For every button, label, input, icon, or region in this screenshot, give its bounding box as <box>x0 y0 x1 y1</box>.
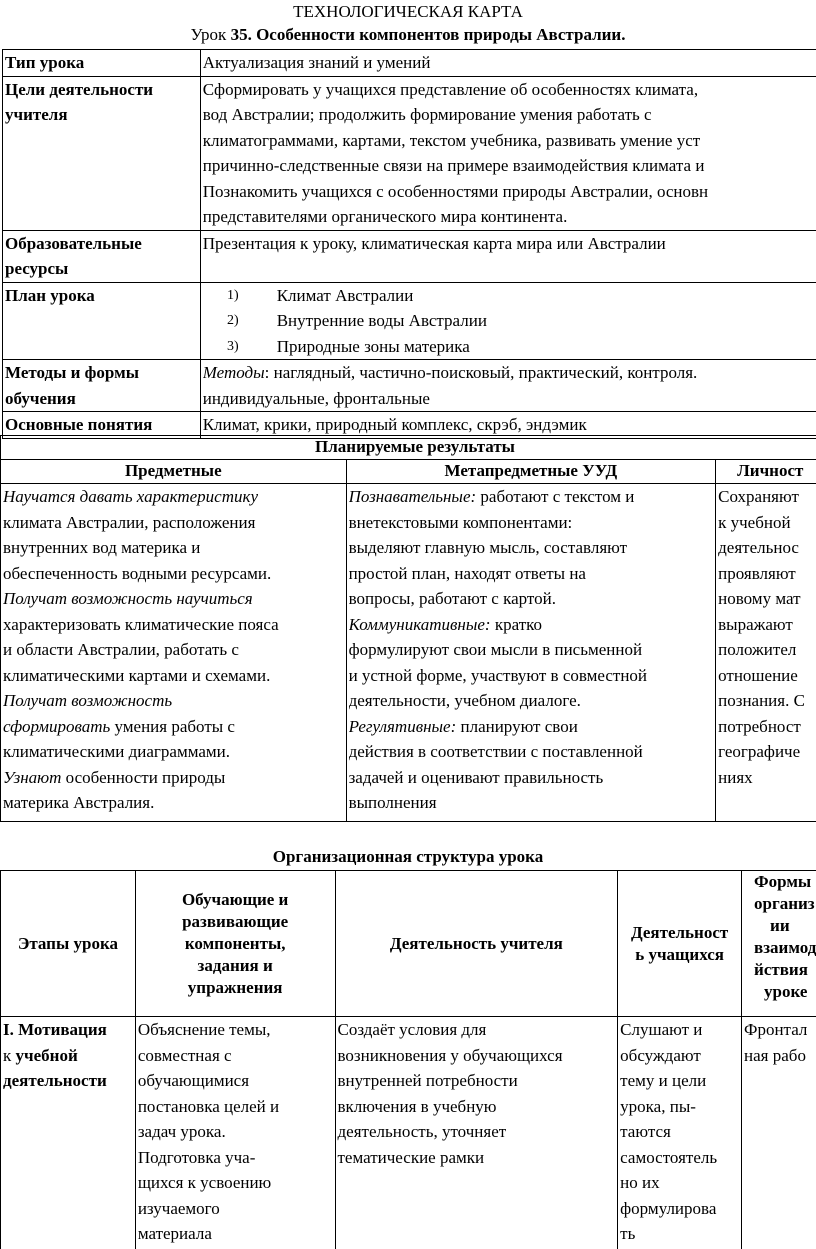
text-line: обеспеченность водными ресурсами. <box>3 563 272 583</box>
text-line: Фронтал <box>744 1020 808 1039</box>
text-line: тематические рамки <box>337 1147 485 1167</box>
text-line: обсуждают <box>620 1045 701 1065</box>
teacher-motivation <box>335 1017 618 1249</box>
goals-line: представителями органического мира континента. <box>202 207 568 226</box>
type-label: Тип урока <box>3 50 201 77</box>
text-line: характеризовать климатические пояса <box>3 614 279 634</box>
text-line: Объяснение темы, <box>137 1020 271 1039</box>
stage-motivation <box>1 1017 136 1249</box>
text-line: деятельность, уточняет <box>337 1122 507 1141</box>
text-line: сформировать умения работы с <box>3 716 235 736</box>
goals-label: Цели деятельности учителя <box>3 76 201 230</box>
forms-motivation <box>742 1017 816 1249</box>
text-line: к учебной <box>718 512 791 532</box>
text-line: Подготовка уча- <box>137 1147 256 1167</box>
text-line: и области Австралии, работать с <box>3 640 239 659</box>
text-line: совместная с <box>137 1045 232 1065</box>
plan-item: 3) Природные зоны материка <box>227 336 470 356</box>
text-line: материка Австралия. <box>3 793 155 812</box>
subject-results <box>1 484 347 822</box>
text-line: отношение <box>718 665 798 685</box>
text-line: Сохраняют <box>718 487 799 506</box>
text-line: ниях <box>718 767 753 787</box>
personal-results <box>716 484 816 822</box>
text-line: климата Австралии, расположения <box>3 512 256 532</box>
text-line: климатическими диаграммами. <box>3 742 231 761</box>
resources-value: Презентация к уроку, климатическая карта мира или Австралии <box>200 230 816 282</box>
text-line: материала <box>137 1224 212 1243</box>
text-line: но их <box>620 1173 660 1192</box>
text-line: выражают <box>718 614 793 634</box>
text-line: внутренних вод материка и <box>3 538 201 557</box>
text-line: Создаёт условия для <box>337 1020 487 1039</box>
text-line: к учебной <box>3 1045 78 1065</box>
text-line: климатическими картами и схемами. <box>3 665 271 685</box>
text-line: деятельности <box>3 1071 107 1090</box>
text-line: Коммуникативные: кратко <box>348 614 543 634</box>
text-line: проявляют <box>718 563 796 583</box>
text-line: формулирова <box>620 1198 717 1218</box>
methods-label: Методы и формы обучения <box>3 360 201 412</box>
text-line: деятельнос <box>718 538 799 557</box>
text-line: возникновения у обучающихся <box>337 1045 563 1065</box>
results-table <box>0 435 816 822</box>
document-title: ТЕХНОЛОГИЧЕСКАЯ КАРТА <box>293 2 523 21</box>
goals-line: вод Австралии; продолжить формирование умения работать с <box>202 105 652 124</box>
concepts-value: Климат, крики, природный комплекс, скрэб, эндэмик <box>200 412 816 439</box>
text-line: включения в учебную <box>337 1096 497 1116</box>
text-line: Получат возможность научиться <box>3 589 253 608</box>
text-line: выделяют главную мысль, составляют <box>348 538 628 557</box>
text-line: положител <box>718 640 797 659</box>
text-line: Узнают особенности природы <box>3 767 226 787</box>
text-line: и устной форме, участвуют в совместной <box>348 665 648 685</box>
text-line: простой план, находят ответы на <box>348 563 586 583</box>
text-line: действия в соответствии с поставленной <box>348 742 643 761</box>
text-line: внутренней потребности <box>337 1071 518 1090</box>
header-components: Обучающие и развивающие компоненты, задания и упражнения <box>135 871 335 1017</box>
resources-label: Образовательные ресурсы <box>3 230 201 282</box>
text-line: Регулятивные: планируют свои <box>348 716 578 736</box>
text-line: географиче <box>718 742 801 761</box>
text-line: Получат возможность <box>3 691 173 710</box>
plan-item: 2) Внутренние воды Австралии <box>227 311 487 330</box>
text-line: тему и цели <box>620 1071 707 1090</box>
text-line: ная рабо <box>744 1045 806 1065</box>
plan-item: 1) Климат Австралии <box>227 285 414 305</box>
text-line: выполнения <box>348 793 437 812</box>
goals-line: климатограммами, картами, текстом учебника, развивать умение уст <box>202 130 701 150</box>
goals-value <box>200 76 816 230</box>
col-personal: Личност <box>716 460 816 484</box>
text-line: вопросы, работают с картой. <box>348 589 556 608</box>
col-subject: Предметные <box>1 460 347 484</box>
text-line: новому мат <box>718 589 801 608</box>
lesson-title <box>0 24 816 46</box>
header-stages: Этапы урока <box>1 871 136 1017</box>
students-motivation <box>618 1017 742 1249</box>
text-line: Слушают и <box>620 1020 703 1039</box>
lesson-name: 35. Особенности компонентов природы Австралии. <box>230 25 626 44</box>
text-line: потребност <box>718 716 801 736</box>
text-line: Познавательные: работают с текстом и <box>348 487 635 506</box>
text-line: самостоятель <box>620 1147 718 1167</box>
text-line: урока, пы- <box>620 1096 696 1116</box>
text-line: таются <box>620 1122 671 1141</box>
lesson-prefix: Урок <box>190 25 231 44</box>
header-teacher: Деятельность учителя <box>335 871 618 1017</box>
plan-list <box>200 282 816 360</box>
structure-caption: Организационная структура урока <box>272 847 544 866</box>
text-line: ть <box>620 1224 636 1243</box>
text-line: познания. С <box>718 691 805 710</box>
meta-results <box>346 484 716 822</box>
text-line: I. Мотивация <box>3 1020 107 1039</box>
goals-line: Познакомить учащихся с особенностями природы Австралии, основн <box>202 181 709 201</box>
goals-line: причинно-следственные связи на примере взаимодействия климата и <box>202 156 705 175</box>
text-line: постановка целей и <box>137 1096 280 1116</box>
text-line: обучающимися <box>137 1071 250 1090</box>
plan-label: План урока <box>3 282 201 360</box>
text-line: Научатся давать характеристику <box>3 487 258 506</box>
text-line: внетекстовыми компонентами: <box>348 512 573 532</box>
text-line: задачей и оценивают правильность <box>348 767 604 787</box>
header-forms: Формы организ ии взаимод йствия уроке <box>742 871 816 1017</box>
text-line: задач урока. <box>137 1122 226 1141</box>
text-line: формулируют свои мысли в письменной <box>348 640 643 659</box>
text-line: изучаемого <box>137 1198 220 1218</box>
components-motivation <box>135 1017 335 1249</box>
results-caption: Планируемые результаты <box>1 436 816 460</box>
text-line: щихся к усвоению <box>137 1173 272 1192</box>
text-line: деятельности, учебном диалоге. <box>348 691 581 710</box>
header-students: Деятельност ь учащихся <box>618 871 742 1017</box>
info-table <box>2 49 816 439</box>
methods-value: Методы: наглядный, частично-поисковый, практический, контроля. индивидуальные, фронтальные <box>200 360 816 412</box>
concepts-label: Основные понятия <box>3 412 201 439</box>
goals-line: Сформировать у учащихся представление об особенностях климата, <box>202 79 699 99</box>
col-meta: Метапредметные УУД <box>346 460 716 484</box>
type-value: Актуализация знаний и умений <box>200 50 816 77</box>
structure-table <box>0 870 816 1249</box>
